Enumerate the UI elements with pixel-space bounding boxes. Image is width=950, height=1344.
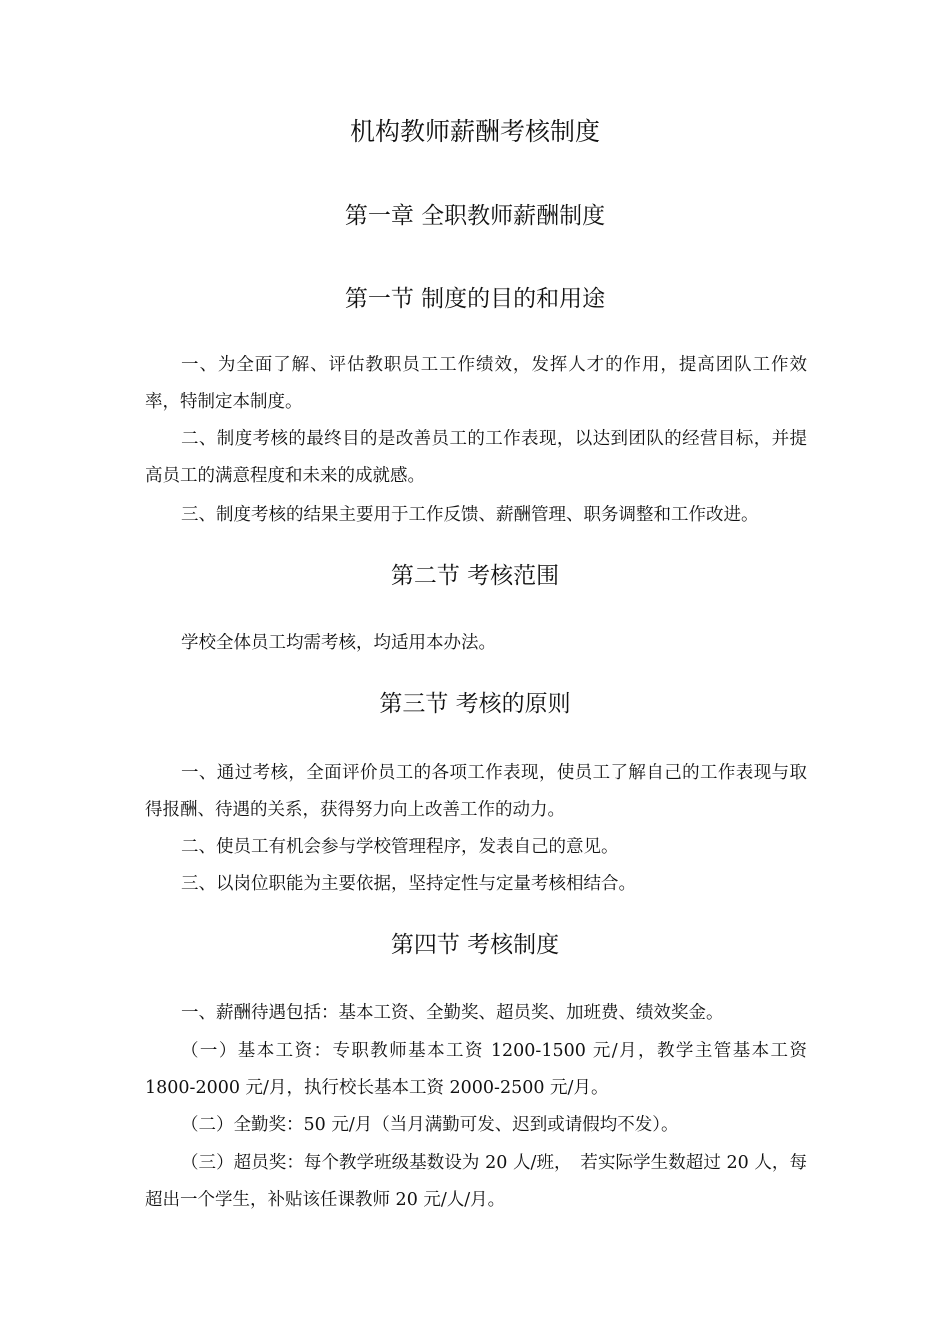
paragraph: 学校全体员工均需考核，均适用本办法。	[181, 633, 496, 653]
section-title: 第三节 考核的原则	[379, 691, 571, 717]
paragraph: 二、制度考核的最终目的是改善员工的工作表现，以达到团队的经营目标，并提高员工的满意程度和未来的成就感。	[145, 429, 807, 486]
paragraph: （二）全勤奖：50 元/月（当月满勤可发、迟到或请假均不发）。	[181, 1115, 679, 1135]
section-title: 第二节 考核范围	[390, 563, 560, 589]
paragraph: 三、以岗位职能为主要依据，坚持定性与定量考核相结合。	[181, 874, 636, 894]
paragraph: （三）超员奖：每个教学班级基数设为 20 人/班， 若实际学生数超过 20 人，每超出一个学生，补贴该任课教师 20 元/人/月。	[145, 1153, 807, 1210]
document-title: 机构教师薪酬考核制度	[349, 117, 600, 146]
paragraph: （一）基本工资：专职教师基本工资 1200-1500 元/月，教学主管基本工资 1800-2000 元/月，执行校长基本工资 2000-2500 元/月。	[145, 1041, 807, 1098]
chapter-title: 第一章 全职教师薪酬制度	[344, 203, 606, 229]
paragraph: 三、制度考核的结果主要用于工作反馈、薪酬管理、职务调整和工作改进。	[181, 505, 759, 525]
paragraph: 二、使员工有机会参与学校管理程序，发表自己的意见。	[181, 837, 619, 857]
paragraph: 一、薪酬待遇包括：基本工资、全勤奖、超员奖、加班费、绩效奖金。	[181, 1003, 724, 1023]
section-title: 第四节 考核制度	[390, 932, 560, 958]
paragraph: 一、通过考核，全面评价员工的各项工作表现，使员工了解自己的工作表现与取得报酬、待遇的关系，获得努力向上改善工作的动力。	[145, 763, 807, 820]
paragraph: 一、为全面了解、评估教职员工工作绩效，发挥人才的作用，提高团队工作效率，特制定本制度。	[145, 355, 807, 412]
section-title: 第一节 制度的目的和用途	[344, 286, 606, 312]
